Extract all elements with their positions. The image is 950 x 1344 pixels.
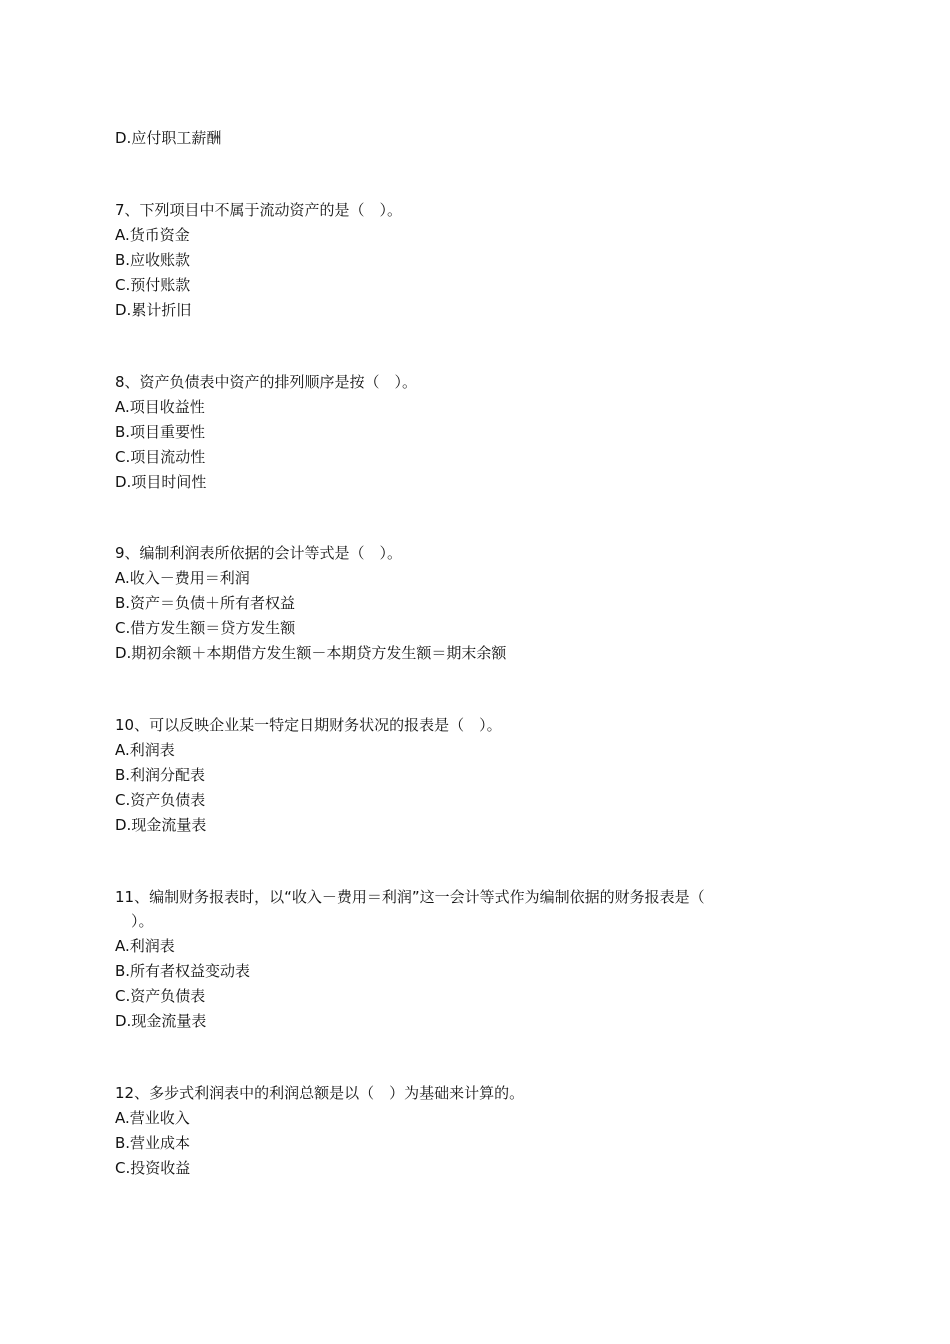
option-text: D.现金流量表 [115, 1012, 207, 1030]
option-text: A.货币资金 [115, 226, 190, 244]
option-text: B.所有者权益变动表 [115, 962, 251, 980]
option-text: C.投资收益 [115, 1159, 191, 1177]
option-text: A.利润表 [115, 937, 175, 955]
option-text: B.营业成本 [115, 1134, 191, 1152]
question-stem: 7、下列项目中不属于流动资产的是（ ）。 [115, 201, 403, 219]
option-text: D.应付职工薪酬 [115, 129, 222, 147]
option-text: C.借方发生额＝贷方发生额 [115, 619, 296, 637]
question-stem: 10、可以反映企业某一特定日期财务状况的报表是（ ）。 [115, 716, 502, 734]
question-stem-continued: ）。 [131, 912, 154, 930]
option-text: D.累计折旧 [115, 301, 192, 319]
option-text: D.项目时间性 [115, 473, 207, 491]
option-text: B.资产＝负债＋所有者权益 [115, 594, 296, 612]
question-stem: 9、编制利润表所依据的会计等式是（ ）。 [115, 544, 403, 562]
option-text: D.期初余额＋本期借方发生额－本期贷方发生额＝期末余额 [115, 644, 507, 662]
option-text: A.收入－费用＝利润 [115, 569, 250, 587]
option-text: A.项目收益性 [115, 398, 205, 416]
option-text: B.项目重要性 [115, 423, 206, 441]
option-text: D.现金流量表 [115, 816, 207, 834]
question-stem: 8、资产负债表中资产的排列顺序是按（ ）。 [115, 373, 418, 391]
option-text: C.预付账款 [115, 276, 191, 294]
option-text: B.利润分配表 [115, 766, 206, 784]
option-text: C.项目流动性 [115, 448, 206, 466]
option-text: C.资产负债表 [115, 987, 206, 1005]
option-text: A.营业收入 [115, 1109, 190, 1127]
option-text: B.应收账款 [115, 251, 191, 269]
question-stem: 12、多步式利润表中的利润总额是以（ ）为基础来计算的。 [115, 1084, 525, 1102]
option-text: A.利润表 [115, 741, 175, 759]
question-stem: 11、编制财务报表时，以“收入－费用＝利润”这一会计等式作为编制依据的财务报表是（ [115, 888, 705, 906]
option-text: C.资产负债表 [115, 791, 206, 809]
